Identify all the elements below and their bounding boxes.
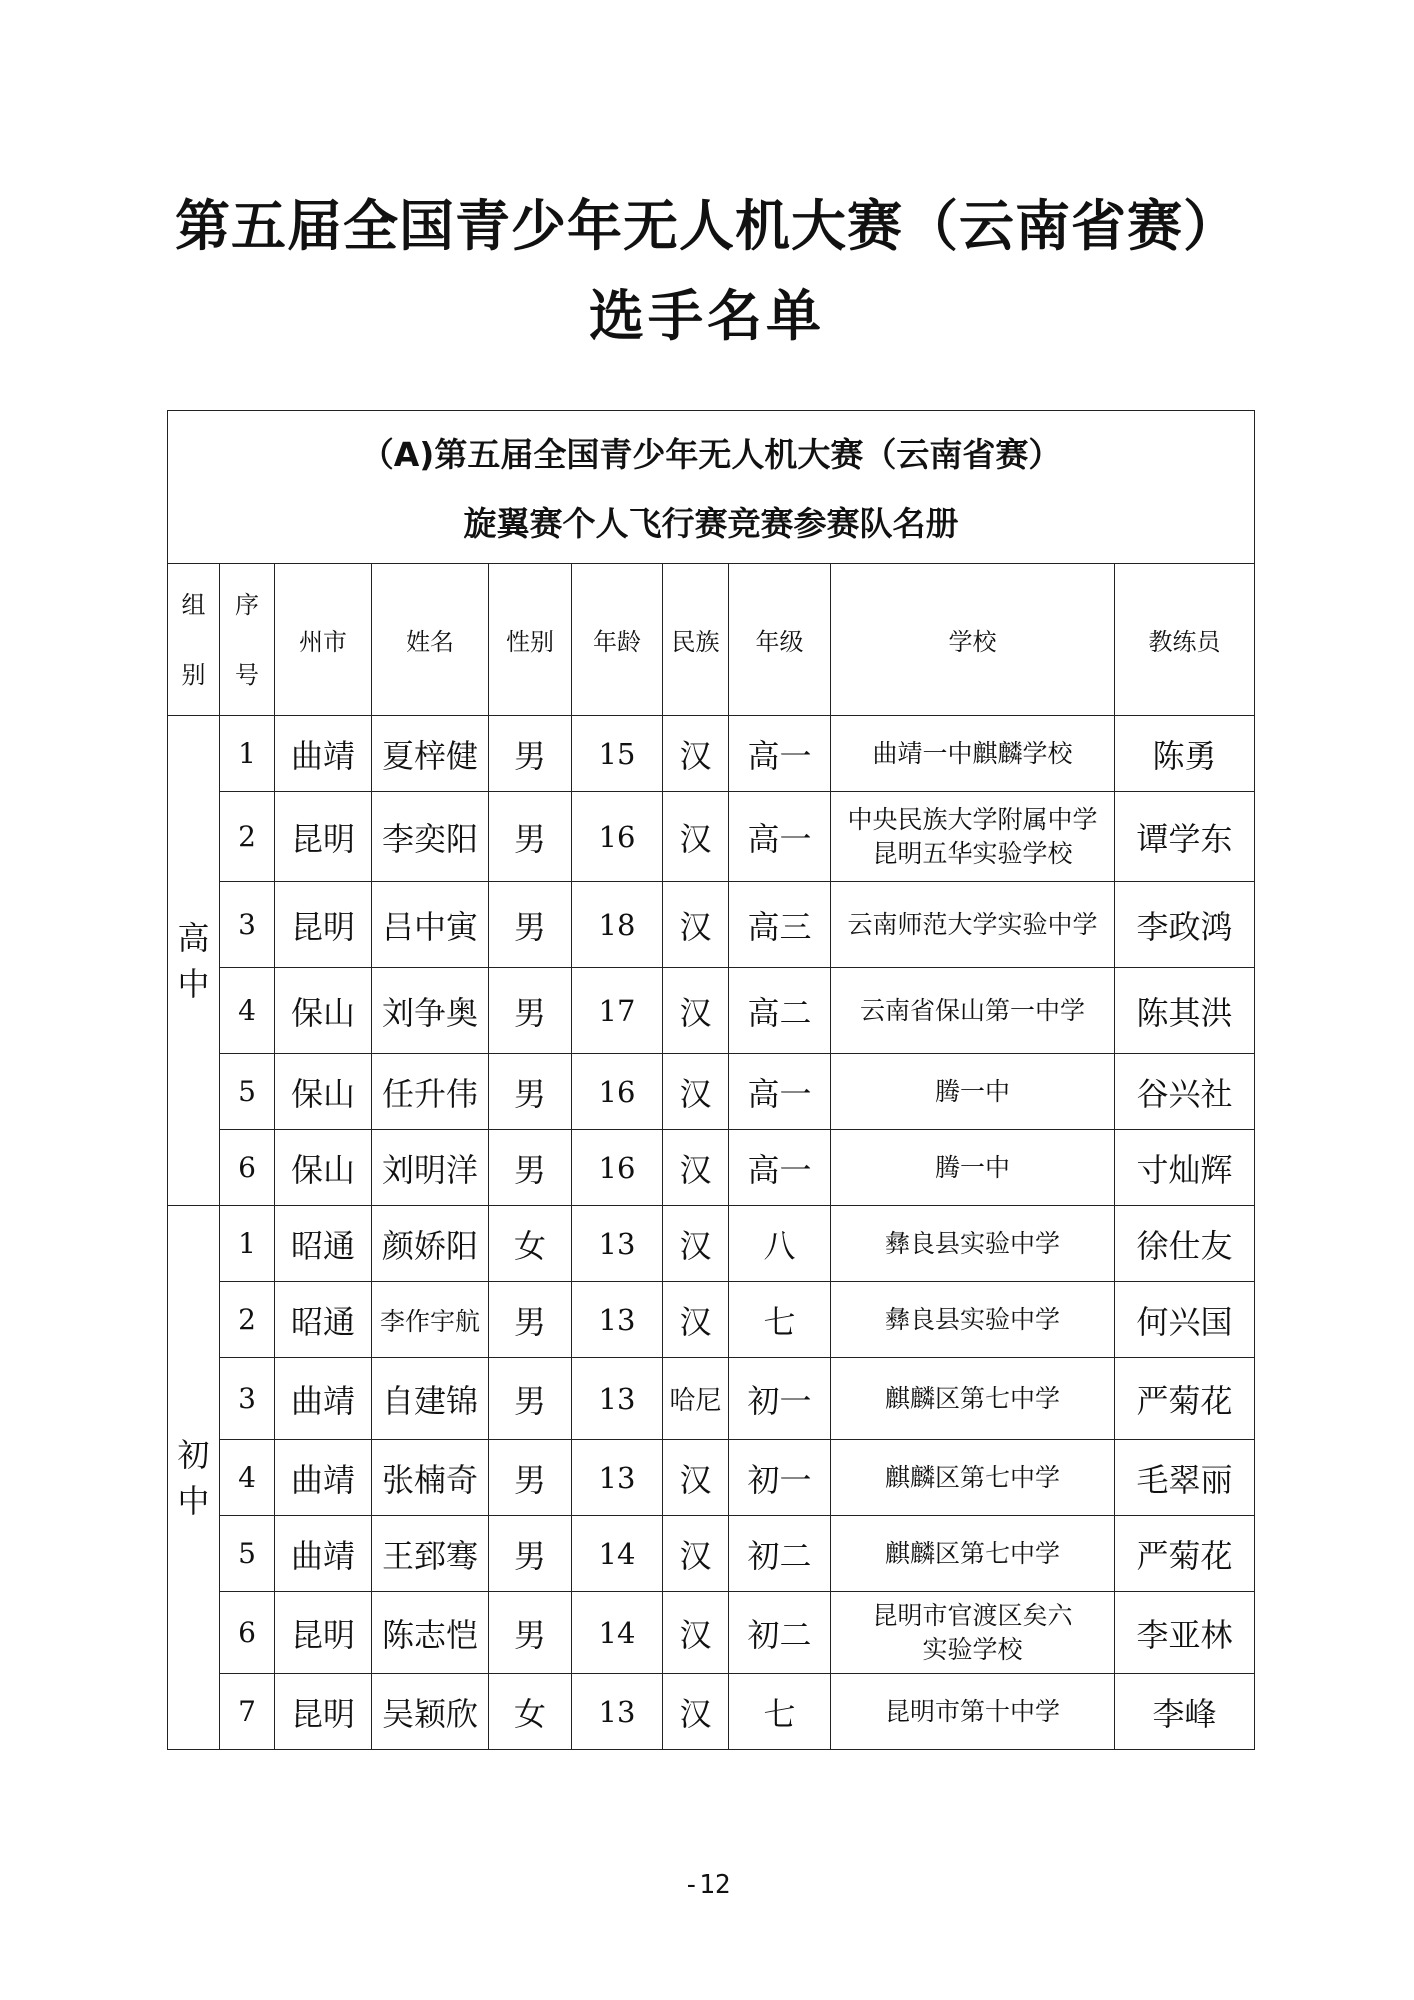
cell-coach: 李政鸿 [1115, 882, 1255, 968]
cell-age: 16 [572, 1054, 663, 1130]
cell-age: 13 [572, 1206, 663, 1282]
cell-grade: 初一 [729, 1358, 831, 1440]
cell-ethnicity: 汉 [663, 1130, 729, 1206]
cell-ethnicity: 汉 [663, 792, 729, 882]
cell-age: 16 [572, 792, 663, 882]
header-city: 州市 [275, 564, 372, 716]
cell-city: 昆明 [275, 792, 372, 882]
cell-name: 自建锦 [372, 1358, 489, 1440]
cell-no: 6 [220, 1592, 275, 1674]
cell-no: 1 [220, 1206, 275, 1282]
table-row [168, 1516, 1255, 1592]
cell-gender: 男 [489, 1054, 572, 1130]
cell-age: 14 [572, 1592, 663, 1674]
table-row [168, 882, 1255, 968]
cell-name: 颜娇阳 [372, 1206, 489, 1282]
table-row [168, 1282, 1255, 1358]
page-number: -12 [683, 1870, 731, 1900]
header-group: 组 别 [168, 564, 220, 716]
cell-age: 13 [572, 1674, 663, 1750]
cell-city: 曲靖 [275, 1440, 372, 1516]
cell-gender: 男 [489, 792, 572, 882]
cell-no: 5 [220, 1516, 275, 1592]
cell-city: 昭通 [275, 1206, 372, 1282]
cell-gender: 男 [489, 1282, 572, 1358]
cell-name: 刘明洋 [372, 1130, 489, 1206]
cell-coach: 何兴国 [1115, 1282, 1255, 1358]
cell-ethnicity: 哈尼 [663, 1358, 729, 1440]
table-row [168, 1674, 1255, 1750]
cell-coach: 谷兴社 [1115, 1054, 1255, 1130]
cell-ethnicity: 汉 [663, 716, 729, 792]
header-row [168, 564, 1255, 716]
cell-grade: 高一 [729, 716, 831, 792]
cell-ethnicity: 汉 [663, 1516, 729, 1592]
cell-school: 云南师范大学实验中学 [831, 882, 1115, 968]
cell-gender: 女 [489, 1206, 572, 1282]
cell-gender: 男 [489, 1592, 572, 1674]
cell-no: 2 [220, 1282, 275, 1358]
cell-school: 彝良县实验中学 [831, 1282, 1115, 1358]
group-label: 初 中 [168, 1206, 220, 1750]
cell-gender: 男 [489, 882, 572, 968]
cell-no: 4 [220, 968, 275, 1054]
cell-no: 7 [220, 1674, 275, 1750]
cell-grade: 高一 [729, 1130, 831, 1206]
table-caption-line2: 旋翼赛个人飞行赛竞赛参赛队名册 [463, 504, 959, 543]
cell-name: 王郅骞 [372, 1516, 489, 1592]
cell-ethnicity: 汉 [663, 882, 729, 968]
cell-grade: 初一 [729, 1440, 831, 1516]
cell-name: 任升伟 [372, 1054, 489, 1130]
table-row [168, 716, 1255, 792]
table-row [168, 1592, 1255, 1674]
cell-ethnicity: 汉 [663, 1592, 729, 1674]
cell-gender: 男 [489, 1358, 572, 1440]
cell-name: 李作宇航 [372, 1282, 489, 1358]
cell-coach: 徐仕友 [1115, 1206, 1255, 1282]
cell-ethnicity: 汉 [663, 1282, 729, 1358]
table-row [168, 1054, 1255, 1130]
table-row [168, 1130, 1255, 1206]
cell-school: 腾一中 [831, 1130, 1115, 1206]
cell-name: 吴颖欣 [372, 1674, 489, 1750]
cell-name: 吕中寅 [372, 882, 489, 968]
cell-grade: 七 [729, 1282, 831, 1358]
cell-no: 4 [220, 1440, 275, 1516]
cell-coach: 李峰 [1115, 1674, 1255, 1750]
cell-name: 夏梓健 [372, 716, 489, 792]
cell-gender: 男 [489, 1516, 572, 1592]
cell-city: 保山 [275, 968, 372, 1054]
cell-age: 13 [572, 1282, 663, 1358]
cell-no: 1 [220, 716, 275, 792]
cell-age: 13 [572, 1440, 663, 1516]
cell-school: 彝良县实验中学 [831, 1206, 1115, 1282]
cell-coach: 陈其洪 [1115, 968, 1255, 1054]
cell-city: 昆明 [275, 882, 372, 968]
cell-grade: 高三 [729, 882, 831, 968]
cell-grade: 高一 [729, 1054, 831, 1130]
cell-age: 13 [572, 1358, 663, 1440]
cell-school: 麒麟区第七中学 [831, 1516, 1115, 1592]
cell-grade: 高一 [729, 792, 831, 882]
cell-ethnicity: 汉 [663, 1674, 729, 1750]
cell-grade: 初二 [729, 1516, 831, 1592]
cell-name: 刘争奥 [372, 968, 489, 1054]
cell-age: 17 [572, 968, 663, 1054]
cell-school: 昆明市第十中学 [831, 1674, 1115, 1750]
cell-city: 曲靖 [275, 1358, 372, 1440]
cell-coach: 严菊花 [1115, 1516, 1255, 1592]
cell-grade: 七 [729, 1674, 831, 1750]
header-name: 姓名 [372, 564, 489, 716]
table-row [168, 792, 1255, 882]
group-label: 高 中 [168, 716, 220, 1206]
table-row [168, 1206, 1255, 1282]
header-gender: 性别 [489, 564, 572, 716]
cell-coach: 李亚林 [1115, 1592, 1255, 1674]
cell-no: 5 [220, 1054, 275, 1130]
table-caption-line1: （A)第五届全国青少年无人机大赛（云南省赛） [360, 435, 1062, 474]
table-row [168, 968, 1255, 1054]
cell-grade: 高二 [729, 968, 831, 1054]
cell-coach: 毛翠丽 [1115, 1440, 1255, 1516]
cell-city: 曲靖 [275, 716, 372, 792]
cell-school: 腾一中 [831, 1054, 1115, 1130]
cell-gender: 男 [489, 968, 572, 1054]
table-caption [168, 411, 1255, 564]
document-subtitle: 选手名单 [588, 284, 825, 348]
header-seq: 序 号 [220, 564, 275, 716]
table-row [168, 1440, 1255, 1516]
cell-age: 18 [572, 882, 663, 968]
cell-ethnicity: 汉 [663, 1440, 729, 1516]
cell-school: 昆明市官渡区矣六 实验学校 [831, 1592, 1115, 1674]
cell-ethnicity: 汉 [663, 1206, 729, 1282]
cell-name: 李奕阳 [372, 792, 489, 882]
cell-school: 麒麟区第七中学 [831, 1440, 1115, 1516]
cell-city: 保山 [275, 1130, 372, 1206]
cell-gender: 男 [489, 1130, 572, 1206]
roster-table [167, 410, 1255, 1750]
cell-age: 14 [572, 1516, 663, 1592]
cell-gender: 女 [489, 1674, 572, 1750]
cell-age: 16 [572, 1130, 663, 1206]
cell-no: 3 [220, 882, 275, 968]
cell-grade: 初二 [729, 1592, 831, 1674]
cell-ethnicity: 汉 [663, 1054, 729, 1130]
header-grade: 年级 [729, 564, 831, 716]
cell-gender: 男 [489, 716, 572, 792]
cell-age: 15 [572, 716, 663, 792]
cell-name: 陈志恺 [372, 1592, 489, 1674]
cell-name: 张楠奇 [372, 1440, 489, 1516]
cell-school: 曲靖一中麒麟学校 [831, 716, 1115, 792]
cell-city: 曲靖 [275, 1516, 372, 1592]
document-title: 第五届全国青少年无人机大赛（云南省赛） [174, 194, 1239, 258]
cell-grade: 八 [729, 1206, 831, 1282]
cell-gender: 男 [489, 1440, 572, 1516]
header-coach: 教练员 [1115, 564, 1255, 716]
cell-school: 麒麟区第七中学 [831, 1358, 1115, 1440]
cell-no: 2 [220, 792, 275, 882]
header-age: 年龄 [572, 564, 663, 716]
header-school: 学校 [831, 564, 1115, 716]
cell-no: 3 [220, 1358, 275, 1440]
cell-coach: 谭学东 [1115, 792, 1255, 882]
cell-no: 6 [220, 1130, 275, 1206]
cell-city: 保山 [275, 1054, 372, 1130]
cell-school: 中央民族大学附属中学 昆明五华实验学校 [831, 792, 1115, 882]
cell-coach: 寸灿辉 [1115, 1130, 1255, 1206]
cell-coach: 陈勇 [1115, 716, 1255, 792]
cell-school: 云南省保山第一中学 [831, 968, 1115, 1054]
cell-city: 昆明 [275, 1674, 372, 1750]
table-row [168, 1358, 1255, 1440]
header-ethnicity: 民族 [663, 564, 729, 716]
cell-ethnicity: 汉 [663, 968, 729, 1054]
cell-coach: 严菊花 [1115, 1358, 1255, 1440]
cell-city: 昭通 [275, 1282, 372, 1358]
cell-city: 昆明 [275, 1592, 372, 1674]
